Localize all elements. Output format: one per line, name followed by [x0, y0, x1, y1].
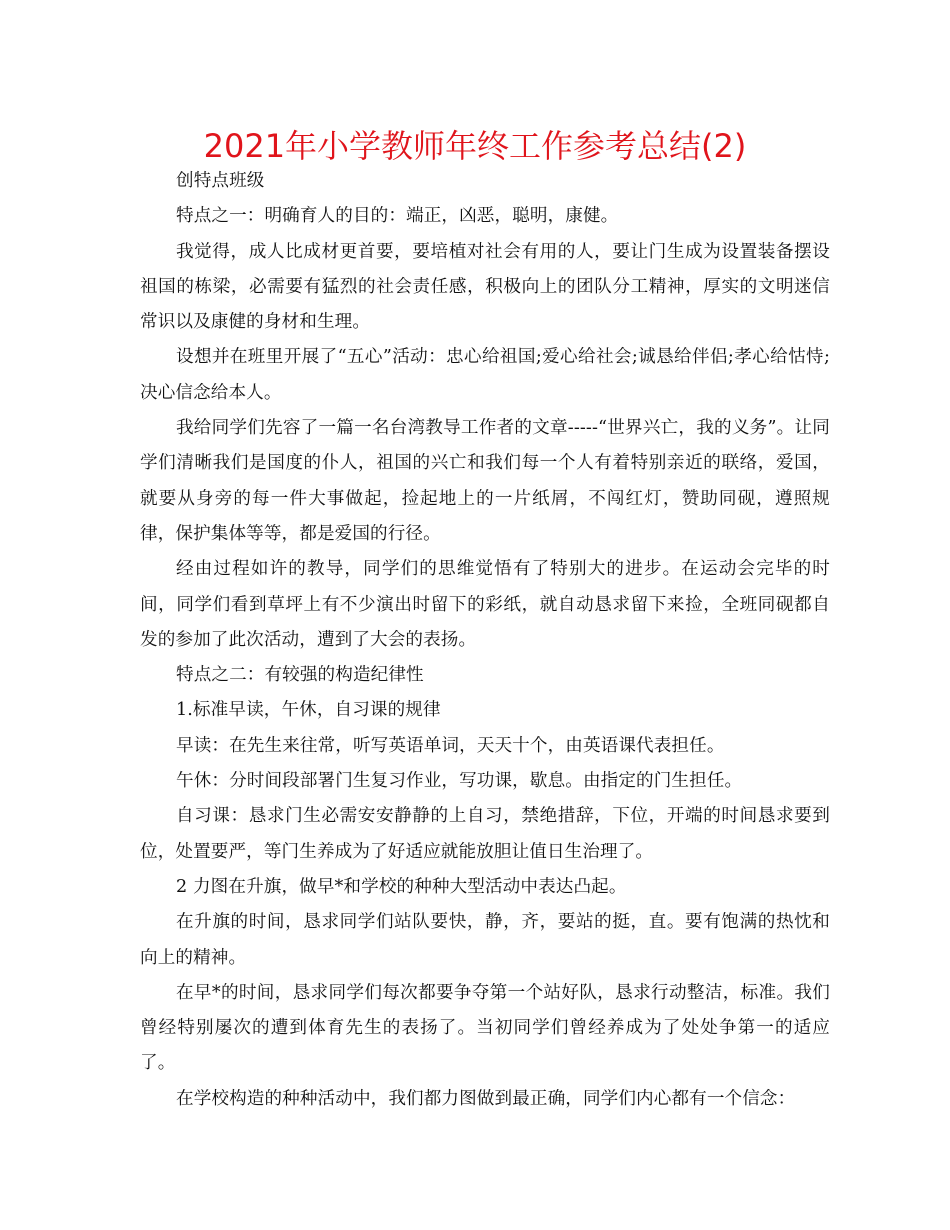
paragraph: 创特点班级 [176, 171, 265, 191]
paragraph: 特点之一：明确育人的目的：端正，凶恶，聪明，康健。 [176, 206, 619, 227]
paragraph: 设想并在班里开展了“五心”活动：忠心给祖国;爱心给社会;诚恳给伴侣;孝心给怙恃;决心信念给本人。 [140, 347, 830, 403]
paragraph: 特点之二：有较强的构造纪律性 [176, 665, 424, 686]
paragraph: 在早*的时间，恳求同学们每次都要争夺第一个站好队，恳求行动整洁，标准。我们曾经特别屡次的遭到体育先生的表扬了。当初同学们曾经养成为了处处争第一的适应了。 [140, 982, 830, 1074]
paragraph: 我给同学们先容了一篇一名台湾教导工作者的文章-----“世界兴亡，我的义务”。让同学们清晰我们是国度的仆人，祖国的兴亡和我们每一个人有着特别亲近的联络，爱国，就要从身旁的每一件大事做起，捡起地上的一片纸屑，不闯红灯，赞助同砚，遵照规律，保护集体等等，都是爱国的行径。 [140, 418, 830, 544]
paragraph: 早读：在先生来往常，听写英语单词，天天十个，由英语课代表担任。 [176, 735, 725, 756]
paragraph: 在学校构造的种种活动中，我们都力图做到最正确，同学们内心都有一个信念： [176, 1088, 796, 1109]
paragraph: 我觉得，成人比成材更首要，要培植对社会有用的人，要让门生成为设置装备摆设祖国的栋梁，必需要有猛烈的社会责任感，积极向上的团队分工精神，厚实的文明迷信常识以及康健的身材和生理。 [140, 241, 830, 333]
paragraph: 自习课：恳求门生必需安安静静的上自习，禁绝措辞，下位，开端的时间恳求要到位，处置要严，等门生养成为了好适应就能放胆让值日生治理了。 [140, 806, 830, 862]
paragraph: 午休：分时间段部署门生复习作业，写功课，歇息。由指定的门生担任。 [176, 771, 743, 792]
paragraph: 1.标准早读，午休，自习课的规律 [176, 700, 441, 721]
paragraph: 在升旗的时间，恳求同学们站队要快，静，齐，要站的挺，直。要有饱满的热忱和向上的精神。 [140, 912, 830, 968]
document-title: 2021年小学教师年终工作参考总结(2) [203, 127, 747, 165]
paragraph: 2 力图在升旗，做早*和学校的种种大型活动中表达凸起。 [176, 876, 627, 897]
document-body [140, 164, 830, 1117]
paragraph: 经由过程如许的教导，同学们的思维觉悟有了特别大的进步。在运动会完毕的时间，同学们看到草坪上有不少演出时留下的彩纸，就自动恳求留下来捡，全班同砚都自发的参加了此次活动，遭到了大会的表扬。 [140, 559, 830, 650]
